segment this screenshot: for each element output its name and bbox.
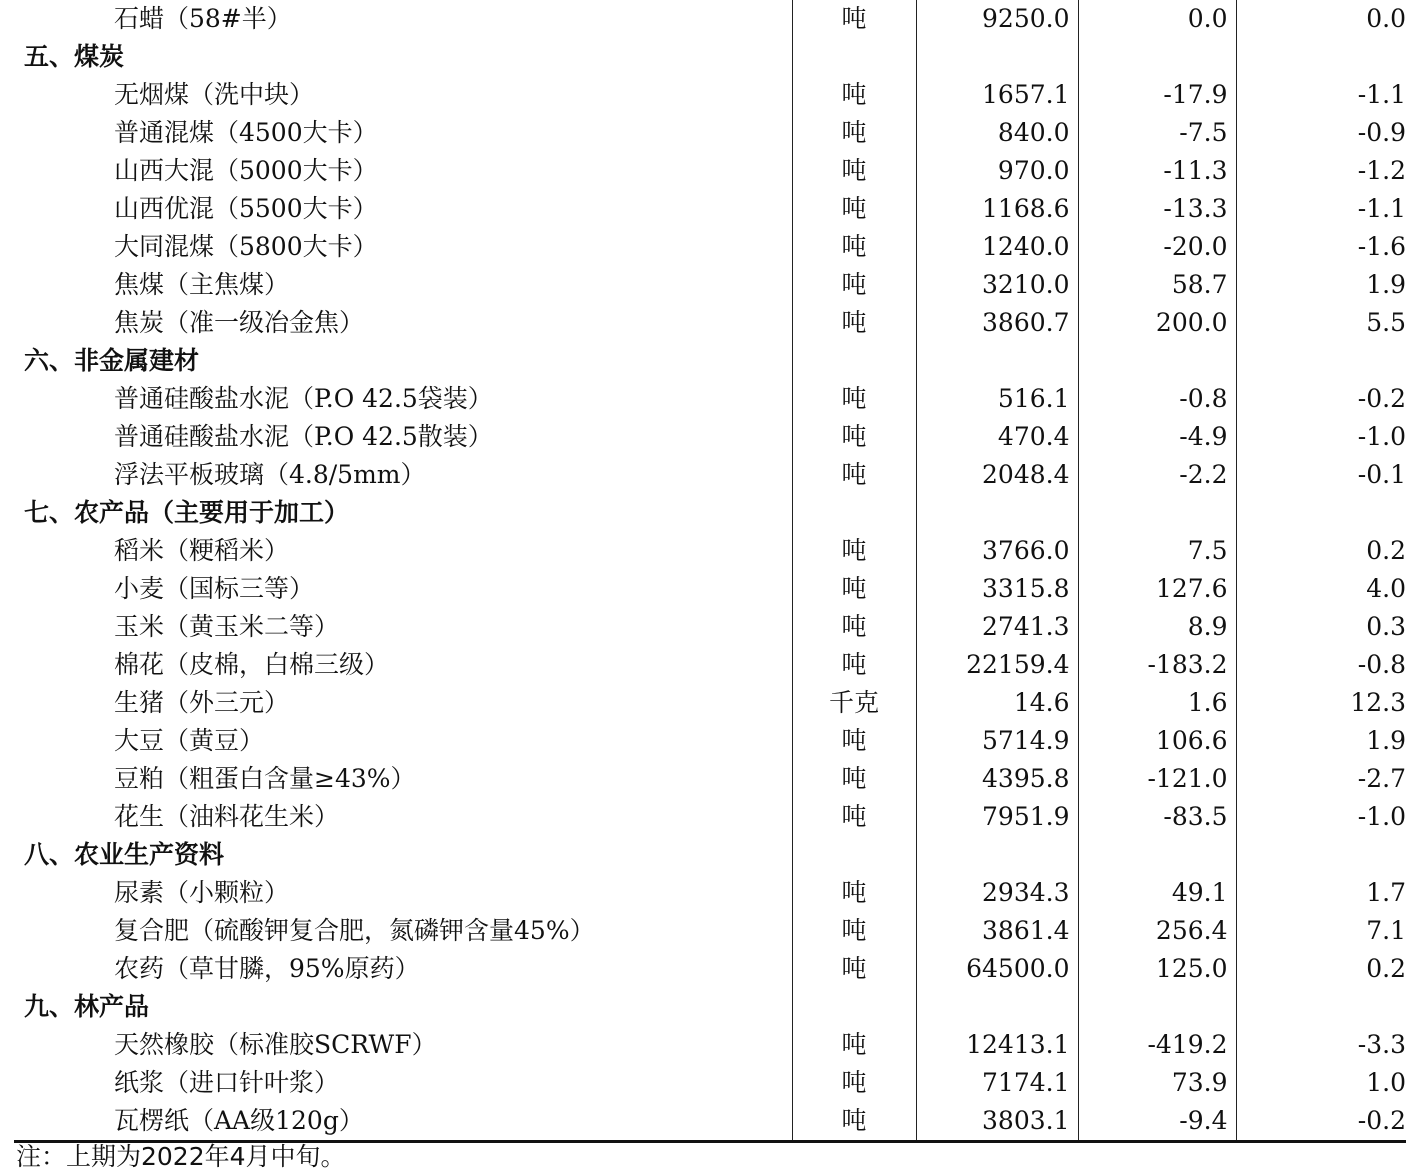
table-row	[14, 760, 1406, 798]
item-change-percent	[1236, 38, 1406, 76]
section-title: 五、煤炭	[24, 42, 125, 71]
item-price: 1168.6	[916, 190, 1078, 228]
item-price: 7174.1	[916, 1064, 1078, 1102]
item-change	[1078, 342, 1236, 380]
item-change-percent: -1.6	[1236, 228, 1406, 266]
item-name: 小麦（国标三等）	[114, 574, 315, 603]
item-price	[916, 988, 1078, 1026]
table-row	[14, 608, 1406, 646]
table-row	[14, 684, 1406, 722]
table-row	[14, 1102, 1406, 1142]
item-change: 125.0	[1078, 950, 1236, 988]
table-row	[14, 228, 1406, 266]
item-change-percent: -2.7	[1236, 760, 1406, 798]
table-row	[14, 190, 1406, 228]
item-name: 无烟煤（洗中块）	[114, 80, 315, 109]
table-row	[14, 76, 1406, 114]
item-unit	[792, 342, 916, 380]
commodity-price-table	[14, 0, 1406, 1143]
item-change-percent: -0.2	[1236, 380, 1406, 418]
item-unit: 吨	[792, 1064, 916, 1102]
item-name: 石蜡（58#半）	[114, 4, 292, 33]
table-row	[14, 418, 1406, 456]
table-row	[14, 1026, 1406, 1064]
item-unit	[792, 38, 916, 76]
table-row	[14, 532, 1406, 570]
item-change: -4.9	[1078, 418, 1236, 456]
item-unit: 吨	[792, 114, 916, 152]
table-row	[14, 646, 1406, 684]
table-row	[14, 1064, 1406, 1102]
section-title: 七、农产品（主要用于加工）	[24, 498, 350, 527]
item-price	[916, 38, 1078, 76]
table-body	[14, 0, 1406, 1142]
item-change: 58.7	[1078, 266, 1236, 304]
item-unit	[792, 494, 916, 532]
item-price: 3766.0	[916, 532, 1078, 570]
item-change: 200.0	[1078, 304, 1236, 342]
item-name: 天然橡胶（标准胶SCRWF）	[114, 1030, 437, 1059]
table-row	[14, 114, 1406, 152]
item-change: -83.5	[1078, 798, 1236, 836]
item-change: 0.0	[1078, 0, 1236, 38]
item-change: 1.6	[1078, 684, 1236, 722]
item-change-percent: 1.7	[1236, 874, 1406, 912]
table-row	[14, 0, 1406, 38]
item-name: 普通混煤（4500大卡）	[114, 118, 378, 147]
item-change-percent	[1236, 836, 1406, 874]
item-unit: 吨	[792, 874, 916, 912]
item-name: 豆粕（粗蛋白含量≥43%）	[114, 764, 416, 793]
table-row	[14, 874, 1406, 912]
item-price: 3210.0	[916, 266, 1078, 304]
table-row	[14, 912, 1406, 950]
item-unit: 吨	[792, 722, 916, 760]
section-header-row	[14, 494, 1406, 532]
item-change: 49.1	[1078, 874, 1236, 912]
item-price: 1657.1	[916, 76, 1078, 114]
section-header-row	[14, 836, 1406, 874]
item-price: 970.0	[916, 152, 1078, 190]
item-price	[916, 494, 1078, 532]
item-unit: 吨	[792, 456, 916, 494]
item-change-percent	[1236, 342, 1406, 380]
item-name: 大同混煤（5800大卡）	[114, 232, 378, 261]
item-name: 花生（油料花生米）	[114, 802, 340, 831]
section-header-row	[14, 988, 1406, 1026]
item-name: 棉花（皮棉，白棉三级）	[114, 650, 390, 679]
item-change: -2.2	[1078, 456, 1236, 494]
item-change-percent: 4.0	[1236, 570, 1406, 608]
item-change: 73.9	[1078, 1064, 1236, 1102]
item-price: 9250.0	[916, 0, 1078, 38]
item-unit: 吨	[792, 912, 916, 950]
item-change-percent: -1.1	[1236, 190, 1406, 228]
item-name: 瓦楞纸（AA级120g）	[14, 1102, 792, 1142]
table-row	[14, 950, 1406, 988]
item-unit: 吨	[792, 190, 916, 228]
item-change-percent	[1236, 988, 1406, 1026]
item-name: 普通硅酸盐水泥（P.O 42.5袋装）	[114, 384, 493, 413]
item-change: -419.2	[1078, 1026, 1236, 1064]
item-change-percent: 1.0	[1236, 1064, 1406, 1102]
table-row	[14, 266, 1406, 304]
item-name: 大豆（黄豆）	[114, 726, 265, 755]
item-price: 3803.1	[916, 1102, 1078, 1142]
item-price	[916, 836, 1078, 874]
item-unit: 吨	[792, 608, 916, 646]
item-name: 生猪（外三元）	[114, 688, 290, 717]
item-unit: 吨	[792, 228, 916, 266]
item-unit: 吨	[792, 1026, 916, 1064]
item-change-percent: 1.9	[1236, 266, 1406, 304]
item-change-percent: 0.2	[1236, 532, 1406, 570]
item-price: 5714.9	[916, 722, 1078, 760]
item-name: 复合肥（硫酸钾复合肥，氮磷钾含量45%）	[114, 916, 595, 945]
item-price: 7951.9	[916, 798, 1078, 836]
section-title: 六、非金属建材	[24, 346, 200, 375]
item-change-percent: -1.0	[1236, 418, 1406, 456]
item-change	[1078, 836, 1236, 874]
item-change	[1078, 494, 1236, 532]
item-price: 3315.8	[916, 570, 1078, 608]
section-header-row	[14, 342, 1406, 380]
item-change: -20.0	[1078, 228, 1236, 266]
item-change-percent	[1236, 494, 1406, 532]
item-unit: 吨	[792, 76, 916, 114]
item-name: 尿素（小颗粒）	[114, 878, 290, 907]
item-name: 山西大混（5000大卡）	[114, 156, 378, 185]
item-price: 22159.4	[916, 646, 1078, 684]
item-unit: 吨	[792, 266, 916, 304]
item-unit: 吨	[792, 152, 916, 190]
item-price: 2934.3	[916, 874, 1078, 912]
item-name: 浮法平板玻璃（4.8/5mm）	[114, 460, 426, 489]
item-change: 7.5	[1078, 532, 1236, 570]
item-price: 3860.7	[916, 304, 1078, 342]
item-change-percent: -0.2	[1236, 1102, 1406, 1142]
item-unit: 千克	[792, 684, 916, 722]
item-unit: 吨	[792, 380, 916, 418]
item-change-percent: -3.3	[1236, 1026, 1406, 1064]
item-name: 稻米（粳稻米）	[114, 536, 290, 565]
table-row	[14, 456, 1406, 494]
item-name: 山西优混（5500大卡）	[114, 194, 378, 223]
item-change-percent: -1.2	[1236, 152, 1406, 190]
item-price: 470.4	[916, 418, 1078, 456]
table-footnote: 注：上期为2022年4月中旬。	[16, 1142, 346, 1171]
item-change-percent: 5.5	[1236, 304, 1406, 342]
item-name: 玉米（黄玉米二等）	[114, 612, 340, 641]
item-price: 2048.4	[916, 456, 1078, 494]
item-unit: 吨	[792, 0, 916, 38]
item-change-percent: -1.0	[1236, 798, 1406, 836]
table-row	[14, 152, 1406, 190]
item-change: -0.8	[1078, 380, 1236, 418]
section-title: 八、农业生产资料	[24, 840, 225, 869]
item-change-percent: 1.9	[1236, 722, 1406, 760]
item-change: -11.3	[1078, 152, 1236, 190]
item-change-percent: -0.8	[1236, 646, 1406, 684]
item-change-percent: -0.1	[1236, 456, 1406, 494]
item-change: -121.0	[1078, 760, 1236, 798]
item-unit: 吨	[792, 570, 916, 608]
item-change-percent: 0.0	[1236, 0, 1406, 38]
item-change: 127.6	[1078, 570, 1236, 608]
section-header-row	[14, 38, 1406, 76]
item-name: 焦煤（主焦煤）	[114, 270, 290, 299]
item-unit	[792, 836, 916, 874]
item-name: 焦炭（准一级冶金焦）	[114, 308, 365, 337]
item-change-percent: -0.9	[1236, 114, 1406, 152]
item-price: 12413.1	[916, 1026, 1078, 1064]
item-price: 840.0	[916, 114, 1078, 152]
item-change-percent: 0.2	[1236, 950, 1406, 988]
item-change: 8.9	[1078, 608, 1236, 646]
item-unit: 吨	[792, 532, 916, 570]
item-price: 64500.0	[916, 950, 1078, 988]
item-change-percent: 12.3	[1236, 684, 1406, 722]
item-price: 1240.0	[916, 228, 1078, 266]
item-unit: 吨	[792, 1102, 916, 1142]
item-change: 256.4	[1078, 912, 1236, 950]
table-row	[14, 570, 1406, 608]
item-change: -17.9	[1078, 76, 1236, 114]
item-unit: 吨	[792, 304, 916, 342]
item-change-percent: 7.1	[1236, 912, 1406, 950]
item-name: 农药（草甘膦，95%原药）	[114, 954, 420, 983]
item-name: 纸浆（进口针叶浆）	[114, 1068, 340, 1097]
table-row	[14, 380, 1406, 418]
item-change-percent: -1.1	[1236, 76, 1406, 114]
table-row	[14, 798, 1406, 836]
item-unit: 吨	[792, 760, 916, 798]
item-price: 3861.4	[916, 912, 1078, 950]
item-change-percent: 0.3	[1236, 608, 1406, 646]
item-change	[1078, 988, 1236, 1026]
item-unit: 吨	[792, 418, 916, 456]
item-price: 14.6	[916, 684, 1078, 722]
item-price: 2741.3	[916, 608, 1078, 646]
item-change: -183.2	[1078, 646, 1236, 684]
item-unit	[792, 988, 916, 1026]
item-change: -13.3	[1078, 190, 1236, 228]
item-price: 516.1	[916, 380, 1078, 418]
item-name: 普通硅酸盐水泥（P.O 42.5散装）	[114, 422, 493, 451]
item-change: -9.4	[1078, 1102, 1236, 1142]
item-change: 106.6	[1078, 722, 1236, 760]
item-unit: 吨	[792, 798, 916, 836]
item-change: -7.5	[1078, 114, 1236, 152]
item-change	[1078, 38, 1236, 76]
item-price	[916, 342, 1078, 380]
item-price: 4395.8	[916, 760, 1078, 798]
table-row	[14, 304, 1406, 342]
item-unit: 吨	[792, 646, 916, 684]
table-row	[14, 722, 1406, 760]
section-title: 九、林产品	[24, 992, 150, 1021]
item-unit: 吨	[792, 950, 916, 988]
